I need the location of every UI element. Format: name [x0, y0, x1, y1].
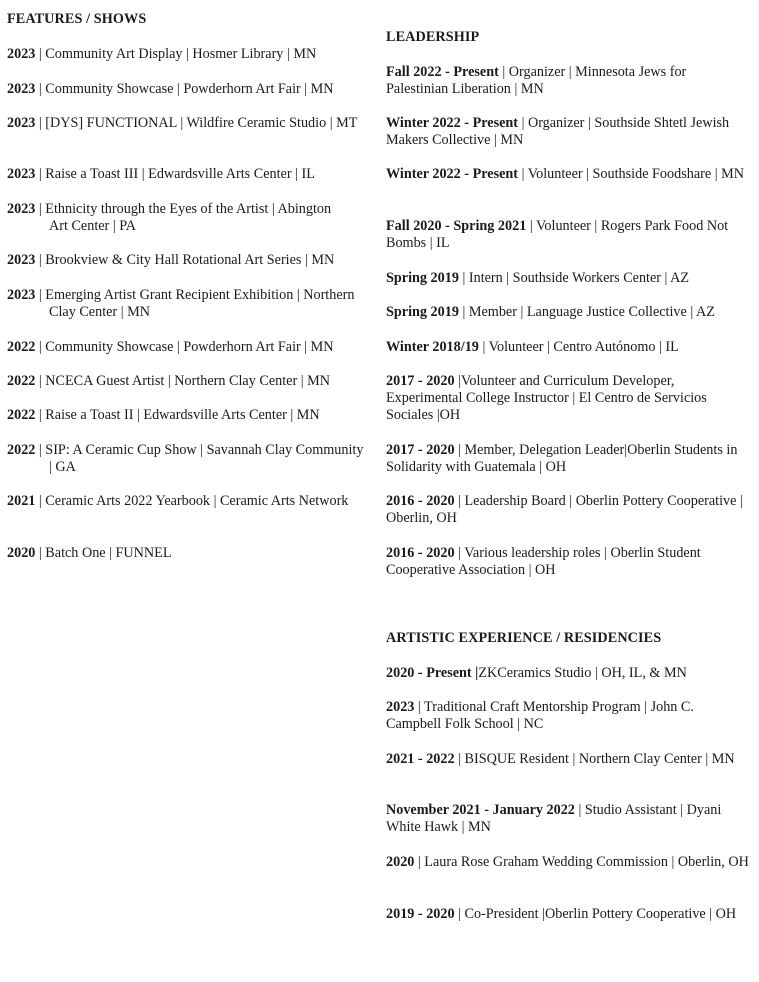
artistic-item: 2021 - 2022 | BISQUE Resident | Northern Clay Center | MN: [386, 751, 735, 767]
features-item: 2021 | Ceramic Arts 2022 Yearbook | Ceramic Arts Network: [7, 493, 349, 509]
leadership-item: 2016 - 2020 | Various leadership roles | Oberlin Student Cooperative Association | OH: [386, 545, 701, 578]
leadership-item: Winter 2022 - Present | Organizer | Southside Shtetl Jewish Makers Collective | MN: [386, 115, 730, 148]
features-item: 2022 | NCECA Guest Artist | Northern Clay Center | MN: [7, 373, 330, 389]
features-heading: FEATURES / SHOWS: [7, 11, 147, 27]
artistic-item: 2023 | Traditional Craft Mentorship Program | John C. Campbell Folk School | NC: [386, 699, 694, 732]
features-item: 2022 | Community Showcase | Powderhorn Art Fair | MN: [7, 339, 334, 355]
leadership-item: Spring 2019 | Intern | Southside Workers Center | AZ: [386, 270, 690, 286]
features-item: 2023 | Brookview & City Hall Rotational Art Series | MN: [7, 252, 335, 268]
artistic-item: November 2021 - January 2022 | Studio Assistant | Dyani White Hawk | MN: [386, 802, 722, 835]
features-item: 2023 | Raise a Toast III | Edwardsville Arts Center | IL: [7, 166, 315, 182]
artistic-item: 2020 | Laura Rose Graham Wedding Commission | Oberlin, OH: [386, 854, 749, 870]
leadership-item: Fall 2020 - Spring 2021 | Volunteer | Rogers Park Food Not Bombs | IL: [386, 218, 729, 251]
leadership-item: Fall 2022 - Present | Organizer | Minnesota Jews for Palestinian Liberation | MN: [386, 64, 687, 97]
leadership-item: Spring 2019 | Member | Language Justice Collective | AZ: [386, 304, 715, 320]
leadership-item: 2016 - 2020 | Leadership Board | Oberlin Pottery Cooperative | Oberlin, OH: [386, 493, 743, 526]
leadership-item: 2017 - 2020 | Member, Delegation Leader|Oberlin Students in Solidarity with Guatemala | OH: [386, 442, 738, 475]
features-item: 2023 | Ethnicity through the Eyes of the Artist | Abington Art Center | PA: [7, 201, 332, 234]
features-item: 2023 | Emerging Artist Grant Recipient Exhibition | Northern Clay Center | MN: [7, 287, 355, 320]
leadership-item: 2017 - 2020 |Volunteer and Curriculum Developer, Experimental College Instructor | El Centro de Servicios Sociales |OH: [386, 373, 707, 423]
features-item: 2023 | [DYS] FUNCTIONAL | Wildfire Ceramic Studio | MT: [7, 115, 358, 131]
leadership-heading: LEADERSHIP: [386, 29, 480, 45]
features-item: 2023 | Community Showcase | Powderhorn Art Fair | MN: [7, 81, 334, 97]
leadership-item: Winter 2022 - Present | Volunteer | Southside Foodshare | MN: [386, 166, 744, 182]
artistic-item: 2020 - Present |ZKCeramics Studio | OH, IL, & MN: [386, 665, 687, 681]
leadership-item: Winter 2018/19 | Volunteer | Centro Autónomo | IL: [386, 339, 679, 355]
artistic-heading: ARTISTIC EXPERIENCE / RESIDENCIES: [386, 630, 662, 646]
features-item: 2022 | Raise a Toast II | Edwardsville Arts Center | MN: [7, 407, 320, 423]
features-item: 2022 | SIP: A Ceramic Cup Show | Savannah Clay Community | GA: [7, 442, 364, 475]
artistic-item: 2019 - 2020 | Co-President |Oberlin Pottery Cooperative | OH: [386, 906, 737, 922]
features-item: 2020 | Batch One | FUNNEL: [7, 545, 172, 561]
features-item: 2023 | Community Art Display | Hosmer Library | MN: [7, 46, 317, 62]
